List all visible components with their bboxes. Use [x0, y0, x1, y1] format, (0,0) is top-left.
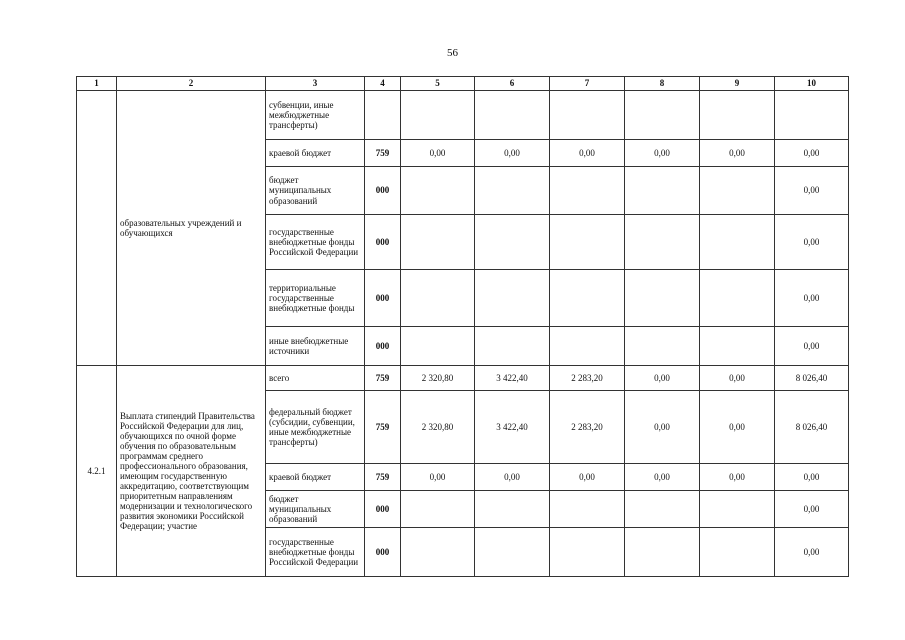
amount-v9: 0,00 — [700, 366, 775, 391]
amount-v9 — [700, 215, 775, 270]
amount-v10: 0,00 — [775, 528, 849, 577]
amount-v10: 0,00 — [775, 464, 849, 491]
amount-v8: 0,00 — [625, 366, 700, 391]
amount-v9: 0,00 — [700, 464, 775, 491]
header-cell: 6 — [475, 77, 550, 91]
budget-code: 000 — [365, 270, 401, 327]
funding-source: иные внебюджетные источники — [266, 327, 365, 366]
amount-v5: 0,00 — [401, 464, 475, 491]
budget-code: 000 — [365, 215, 401, 270]
amount-v10: 0,00 — [775, 215, 849, 270]
budget-code: 000 — [365, 167, 401, 215]
amount-v8 — [625, 91, 700, 140]
item-name: образовательных учреждений и обучающихся — [117, 91, 266, 366]
amount-v5 — [401, 167, 475, 215]
table-body — [77, 91, 849, 577]
amount-v9 — [700, 327, 775, 366]
amount-v8: 0,00 — [625, 140, 700, 167]
amount-v5 — [401, 215, 475, 270]
amount-v6: 3 422,40 — [475, 391, 550, 464]
amount-v5 — [401, 91, 475, 140]
amount-v6: 0,00 — [475, 140, 550, 167]
table-row — [77, 366, 849, 391]
header-cell: 8 — [625, 77, 700, 91]
amount-v8 — [625, 491, 700, 528]
header-cell: 10 — [775, 77, 849, 91]
amount-v7: 2 283,20 — [550, 391, 625, 464]
amount-v10: 0,00 — [775, 270, 849, 327]
budget-table — [76, 76, 849, 577]
amount-v7 — [550, 91, 625, 140]
amount-v5 — [401, 528, 475, 577]
amount-v6: 0,00 — [475, 464, 550, 491]
budget-code: 759 — [365, 464, 401, 491]
funding-source: бюджет муниципальных образований — [266, 167, 365, 215]
table-row — [77, 91, 849, 140]
amount-v7 — [550, 167, 625, 215]
amount-v6 — [475, 91, 550, 140]
amount-v7 — [550, 215, 625, 270]
amount-v8 — [625, 528, 700, 577]
amount-v7: 0,00 — [550, 140, 625, 167]
amount-v9 — [700, 491, 775, 528]
amount-v7 — [550, 327, 625, 366]
amount-v9 — [700, 91, 775, 140]
amount-v9: 0,00 — [700, 391, 775, 464]
amount-v8: 0,00 — [625, 464, 700, 491]
amount-v5: 0,00 — [401, 140, 475, 167]
amount-v9 — [700, 167, 775, 215]
header-cell: 7 — [550, 77, 625, 91]
amount-v10: 0,00 — [775, 491, 849, 528]
amount-v8 — [625, 270, 700, 327]
budget-code: 759 — [365, 140, 401, 167]
funding-source: федеральный бюджет (субсидии, субвенции, иные межбюджетные трансферты) — [266, 391, 365, 464]
header-row — [77, 77, 849, 91]
amount-v8 — [625, 327, 700, 366]
budget-code: 000 — [365, 528, 401, 577]
budget-code: 000 — [365, 327, 401, 366]
funding-source: краевой бюджет — [266, 140, 365, 167]
budget-code: 759 — [365, 391, 401, 464]
funding-source: всего — [266, 366, 365, 391]
amount-v6 — [475, 215, 550, 270]
amount-v5: 2 320,80 — [401, 366, 475, 391]
amount-v7: 0,00 — [550, 464, 625, 491]
amount-v6 — [475, 270, 550, 327]
item-name: Выплата стипендий Правительства Российской Федерации для лиц, обучающихся по очной форме обучения по образовательным программам среднего профессионального образования, имеющим государственную аккредитацию, соответствующим приоритетным направлениям модернизации и технологического развития экономики Российской Федерации; участие — [117, 366, 266, 577]
funding-source: государственные внебюджетные фонды Российской Федерации — [266, 215, 365, 270]
amount-v10: 0,00 — [775, 140, 849, 167]
amount-v10: 0,00 — [775, 167, 849, 215]
amount-v7 — [550, 491, 625, 528]
header-cell: 2 — [117, 77, 266, 91]
item-number — [77, 91, 117, 366]
amount-v6 — [475, 167, 550, 215]
funding-source: территориальные государственные внебюджетные фонды — [266, 270, 365, 327]
amount-v10: 0,00 — [775, 327, 849, 366]
amount-v9 — [700, 270, 775, 327]
item-number: 4.2.1 — [77, 366, 117, 577]
amount-v10: 8 026,40 — [775, 366, 849, 391]
amount-v5 — [401, 270, 475, 327]
amount-v6 — [475, 327, 550, 366]
budget-code: 759 — [365, 366, 401, 391]
page-number: 56 — [447, 47, 458, 59]
funding-source: государственные внебюджетные фонды Российской Федерации — [266, 528, 365, 577]
header-cell: 4 — [365, 77, 401, 91]
amount-v8 — [625, 215, 700, 270]
amount-v5 — [401, 491, 475, 528]
header-cell: 9 — [700, 77, 775, 91]
amount-v6: 3 422,40 — [475, 366, 550, 391]
funding-source: бюджет муниципальных образований — [266, 491, 365, 528]
amount-v8: 0,00 — [625, 391, 700, 464]
funding-source: субвенции, иные межбюджетные трансферты) — [266, 91, 365, 140]
amount-v10: 8 026,40 — [775, 391, 849, 464]
amount-v5: 2 320,80 — [401, 391, 475, 464]
amount-v7 — [550, 270, 625, 327]
header-cell: 3 — [266, 77, 365, 91]
header-cell: 1 — [77, 77, 117, 91]
amount-v6 — [475, 528, 550, 577]
amount-v9: 0,00 — [700, 140, 775, 167]
budget-code: 000 — [365, 491, 401, 528]
amount-v6 — [475, 491, 550, 528]
amount-v10 — [775, 91, 849, 140]
amount-v7 — [550, 528, 625, 577]
amount-v5 — [401, 327, 475, 366]
header-cell: 5 — [401, 77, 475, 91]
amount-v9 — [700, 528, 775, 577]
funding-source: краевой бюджет — [266, 464, 365, 491]
amount-v8 — [625, 167, 700, 215]
budget-code — [365, 91, 401, 140]
amount-v7: 2 283,20 — [550, 366, 625, 391]
